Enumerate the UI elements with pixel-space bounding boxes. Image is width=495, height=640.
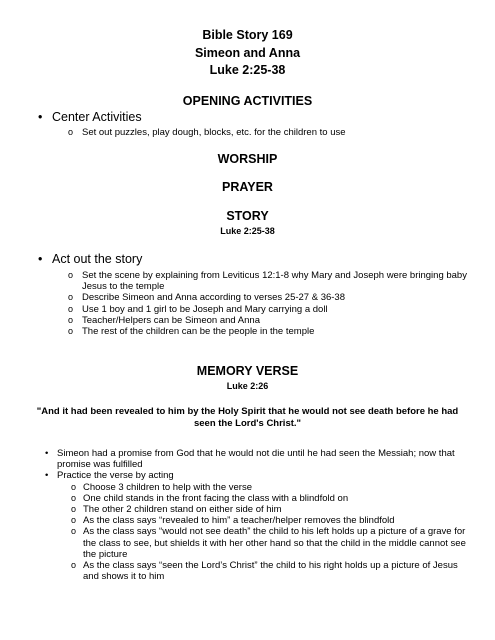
memory-verse-reference: Luke 2:26	[226, 381, 269, 391]
list-item: o Choose 3 children to help with the verse	[71, 481, 252, 493]
story-number: Bible Story 169	[202, 28, 293, 42]
memory-bullets	[45, 448, 475, 582]
list-item: o Set the scene by explaining from Leviticus 12:1-8 why Mary and Joseph were bringing baby Jesus to the temple	[68, 270, 467, 293]
practice-sub-list	[45, 482, 475, 583]
list-item: o As the class says “seen the Lord’s Christ” the child to his right holds up a picture of Jesus and shows it to him	[71, 560, 458, 583]
memory-verse-text: "And it had been revealed to him by the Holy Spirit that he would not see death before he had seen the Lord's Christ."	[36, 406, 459, 429]
list-item: o The other 2 children stand on either side of him	[71, 504, 282, 516]
story-title: Simeon and Anna	[194, 45, 301, 60]
story-reference-sub: Luke 2:25-38	[220, 226, 275, 236]
list-item: o The rest of the children can be the people in the temple	[68, 326, 315, 338]
bullet-dot: •	[38, 252, 43, 266]
story-heading: STORY	[226, 209, 269, 223]
opening-activities-heading: OPENING ACTIVITIES	[182, 94, 313, 108]
story-sub-list	[68, 270, 478, 337]
list-item: o As the class says “would not see death” the child to his left holds up a picture of a grave for the class to see, but shields it with her other hand so that the child in the middle cannot see the picture	[71, 526, 466, 560]
act-out-label: Act out the story	[52, 252, 143, 266]
list-item: o Describe Simeon and Anna according to verses 25-27 & 36-38	[68, 292, 345, 304]
list-item: o Set out puzzles, play dough, blocks, etc. for the children to use	[68, 127, 346, 138]
list-item: o One child stands in the front facing the class with a blindfold on	[71, 492, 349, 504]
opening-sub-list	[68, 127, 478, 138]
prayer-heading: PRAYER	[222, 180, 273, 194]
story-reference: Luke 2:25-38	[209, 63, 286, 77]
worship-heading: WORSHIP	[217, 152, 278, 166]
title-block	[0, 27, 495, 80]
list-item: o Use 1 boy and 1 girl to be Joseph and Mary carrying a doll	[68, 303, 328, 315]
list-item: • Simeon had a promise from God that he would not die until he had seen the Messiah; now that promise was fulfilled	[45, 448, 455, 471]
list-item: o Teacher/Helpers can be Simeon and Anna	[68, 314, 260, 326]
list-item: o As the class says “revealed to him” a teacher/helper removes the blindfold	[71, 515, 395, 527]
bullet-dot: •	[38, 110, 43, 124]
act-out-bullet	[38, 252, 142, 266]
center-activities-bullet	[38, 110, 142, 124]
memory-verse-heading: MEMORY VERSE	[196, 364, 299, 378]
center-activities-label: Center Activities	[52, 110, 142, 124]
list-item: • Practice the verse by acting	[45, 470, 174, 482]
